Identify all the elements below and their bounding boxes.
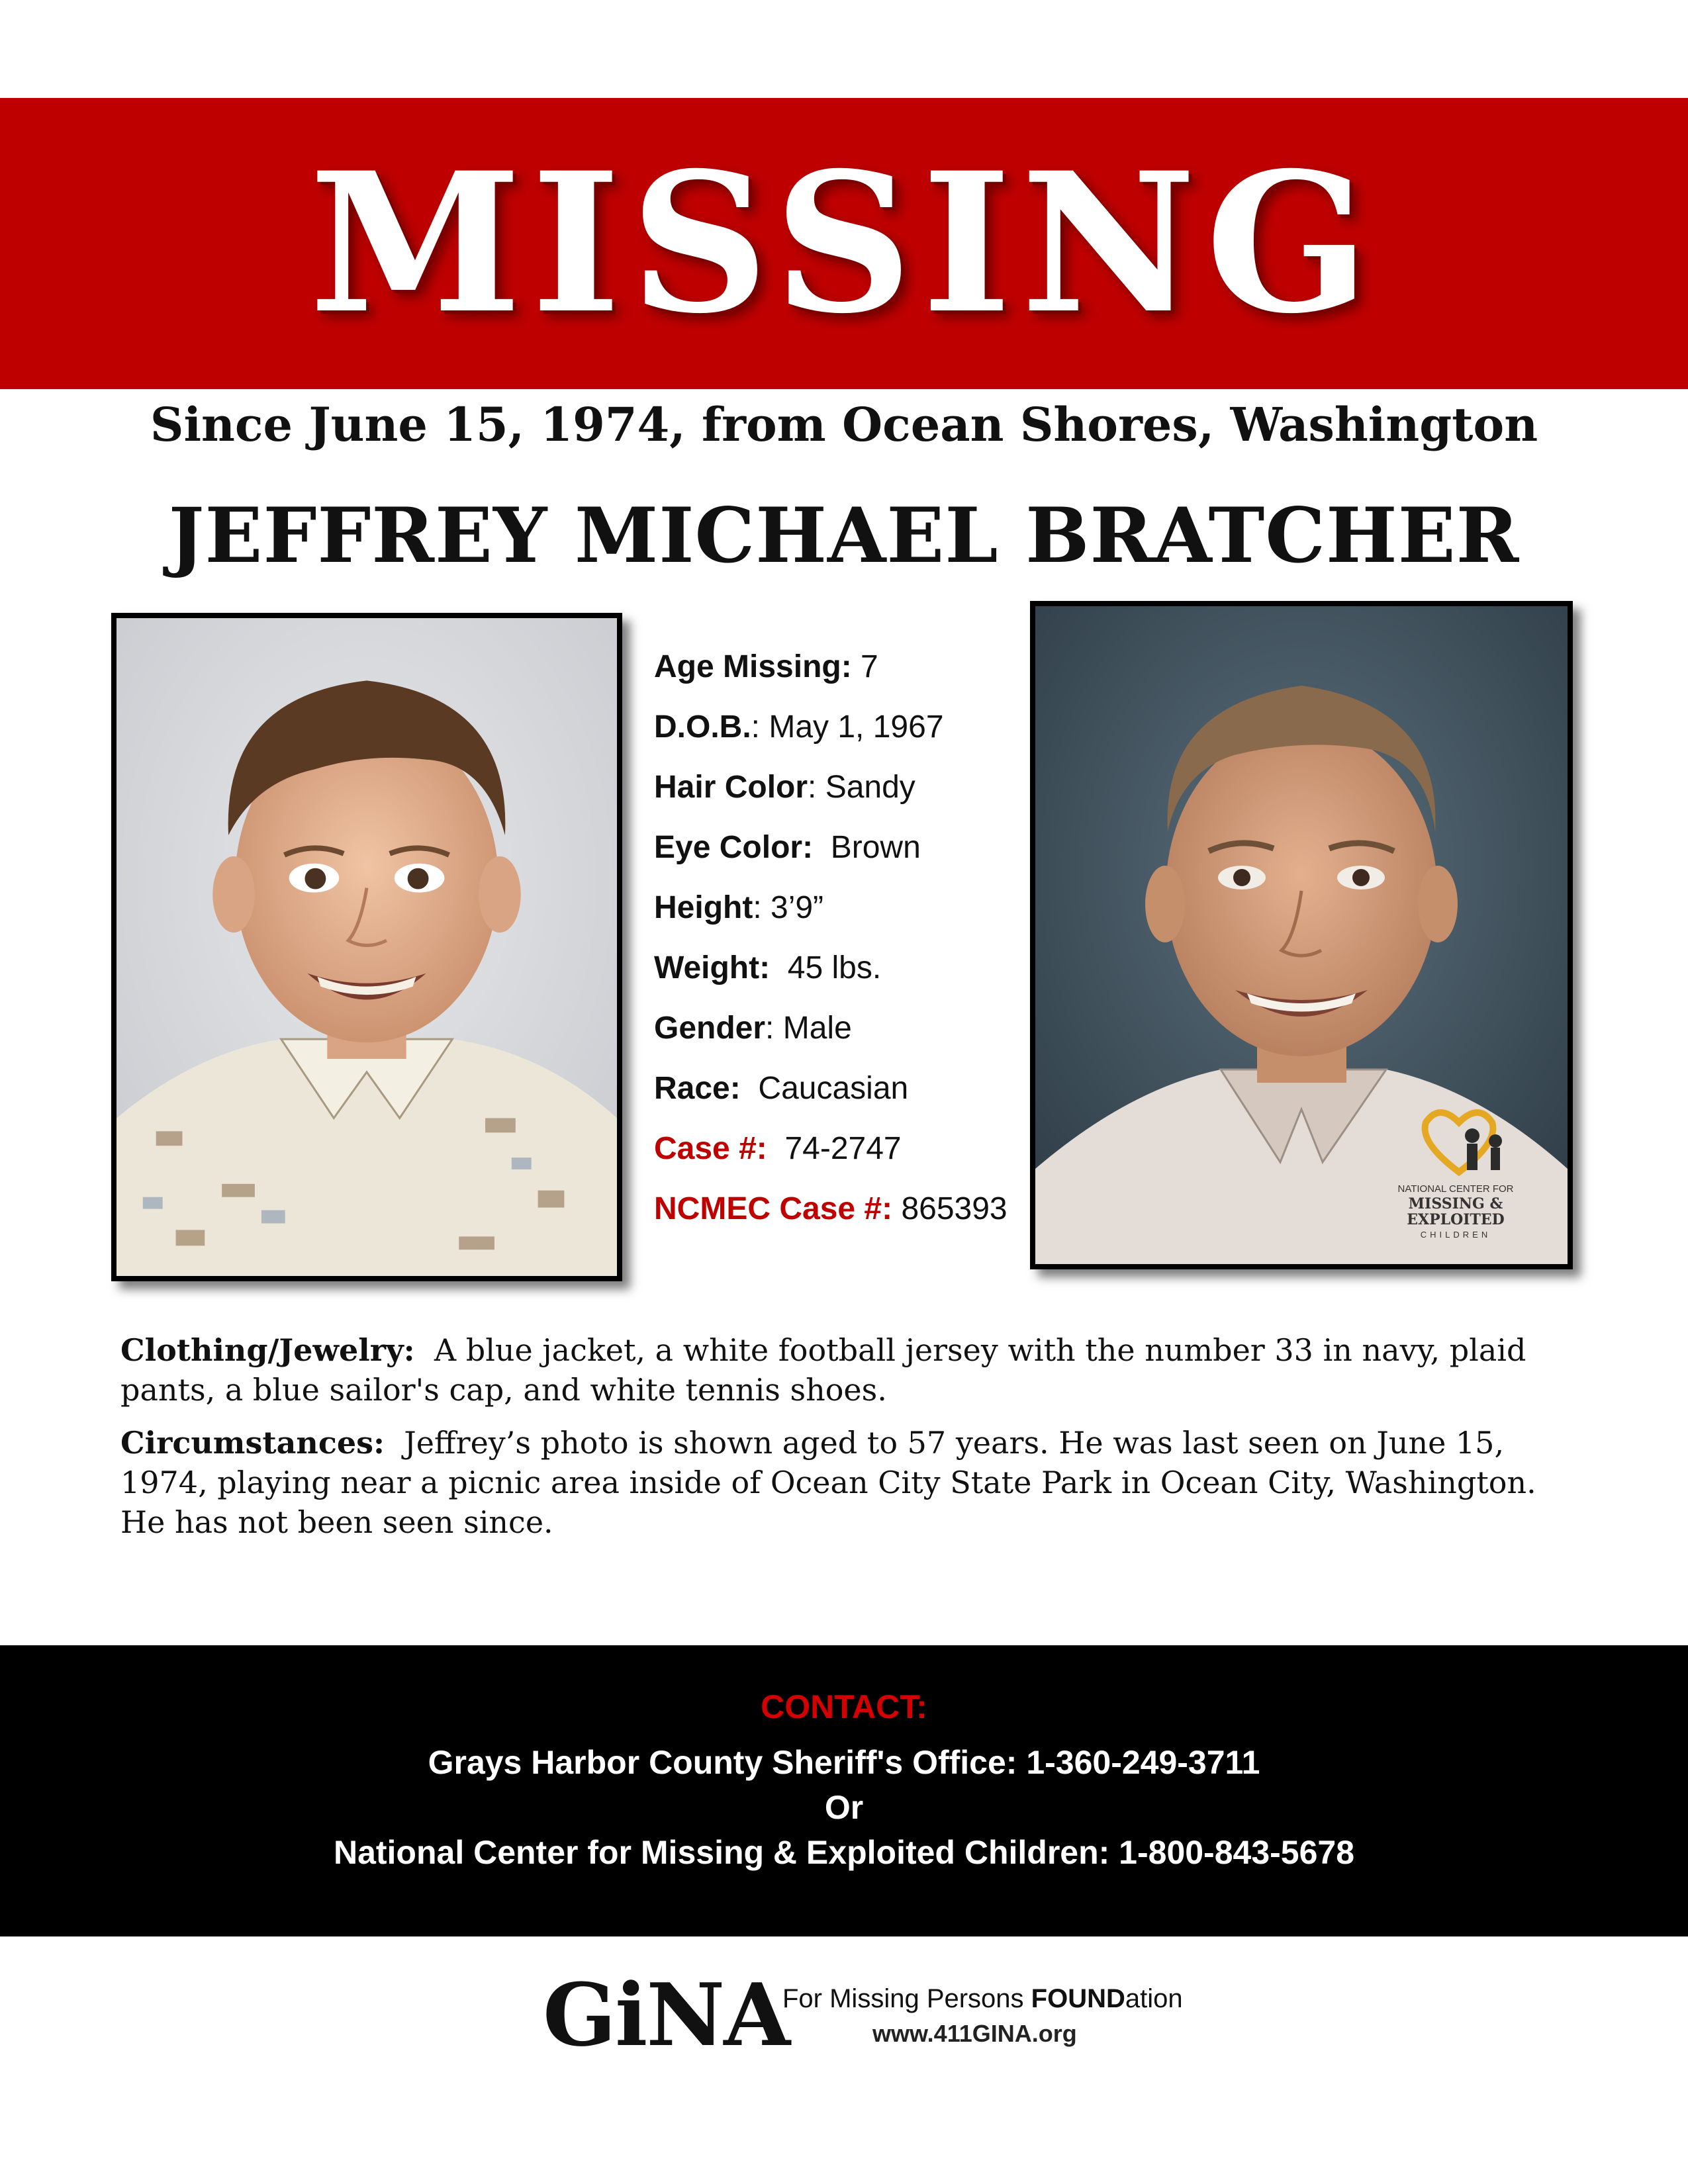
gina-logo [543, 1966, 1205, 2065]
clothing-text: A blue jacket, a white football jersey with the number 33 in navy, plaid pants, a blue sailor's cap, and white tennis shoes. [120, 1332, 1526, 1408]
detail-gender [654, 1010, 1025, 1070]
detail-label: Weight: [654, 950, 771, 985]
detail-value: 74-2747 [784, 1131, 902, 1166]
detail-label: Age Missing: [654, 649, 852, 684]
detail-race [654, 1070, 1025, 1130]
clothing-label: Clothing/Jewelry: [120, 1332, 415, 1368]
detail-label: Hair Color [654, 770, 808, 805]
person-name: JEFFREY MICHAEL BRATCHER [168, 491, 1520, 580]
watermark-line1: NATIONAL CENTER FOR [1397, 1183, 1514, 1195]
detail-value: 865393 [901, 1191, 1008, 1226]
child-photo [111, 613, 622, 1281]
detail-value: 45 lbs. [787, 950, 882, 985]
contact-or-line: Or [824, 1789, 864, 1826]
gina-tagline [782, 1984, 1183, 2014]
watermark-line4: CHILDREN [1420, 1230, 1491, 1240]
detail-value: Caucasian [758, 1071, 909, 1106]
detail-label: Height [654, 890, 753, 925]
tagline-prefix: For Missing Persons [782, 1984, 1031, 2013]
detail-value: : 3’9” [753, 890, 824, 925]
detail-label: Eye Color: [654, 830, 814, 865]
circumstances-text: Jeffrey’s photo is shown aged to 57 years. He was last seen on June 15, 1974, playing near a picnic area inside of Ocean City State Park in Ocean City, Washington. He has not been seen since. [120, 1425, 1536, 1540]
banner-title: MISSING [309, 131, 1379, 356]
detail-eye-color [654, 829, 1025, 889]
detail-value: 7 [861, 649, 878, 684]
missing-since-line: Since June 15, 1974, from Ocean Shores, Washington [150, 397, 1538, 452]
contact-ncmec-line: National Center for Missing & Exploited Children: 1-800-843-5678 [333, 1834, 1355, 1871]
details-list [654, 649, 1025, 1251]
detail-age-missing [654, 649, 1025, 709]
contact-sheriff-line: Grays Harbor County Sheriff's Office: 1-360-249-3711 [428, 1744, 1260, 1781]
detail-label: Gender [654, 1011, 766, 1046]
age-progressed-portrait-image [1035, 606, 1568, 1264]
clothing-paragraph [120, 1330, 1577, 1410]
circumstances-label: Circumstances: [120, 1425, 385, 1461]
detail-weight [654, 950, 1025, 1010]
detail-label: D.O.B. [654, 709, 751, 745]
detail-value: : Male [765, 1011, 852, 1046]
child-portrait-image [117, 618, 617, 1276]
watermark-line2: MISSING & [1408, 1195, 1503, 1212]
gina-url: www.411GINA.org [872, 2020, 1077, 2047]
detail-ncmec-case-number [654, 1191, 1025, 1251]
detail-label: Race: [654, 1071, 741, 1106]
watermark-line3: EXPLOITED [1407, 1211, 1505, 1228]
detail-label: Case #: [654, 1131, 767, 1166]
detail-value: : Sandy [808, 770, 915, 805]
tagline-bold: FOUND [1031, 1984, 1125, 2013]
contact-title: CONTACT: [761, 1688, 927, 1725]
contact-section [0, 1645, 1688, 1936]
detail-height [654, 889, 1025, 950]
gina-logo-word: GiNA [543, 1964, 790, 2066]
detail-dob [654, 709, 1025, 769]
detail-value: : May 1, 1967 [751, 709, 944, 745]
detail-value: Brown [830, 830, 921, 865]
detail-case-number [654, 1130, 1025, 1191]
detail-hair-color [654, 769, 1025, 829]
missing-banner [0, 98, 1688, 389]
circumstances-paragraph [120, 1423, 1577, 1542]
age-progressed-photo [1030, 601, 1573, 1269]
detail-label: NCMEC Case #: [654, 1191, 893, 1226]
tagline-suffix: ation [1125, 1984, 1183, 2013]
